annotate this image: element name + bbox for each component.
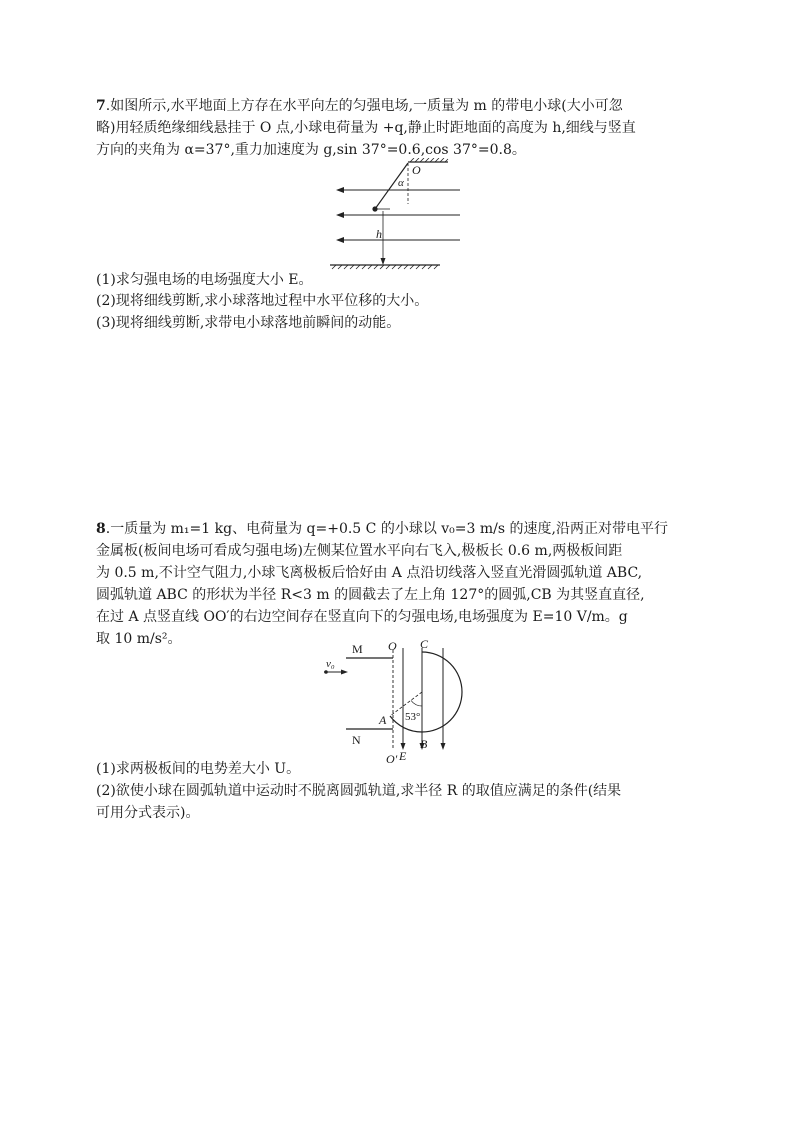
q8-velocity-arrow [341, 670, 348, 675]
q8-angle-arc [411, 700, 422, 706]
q8-label-O: O [388, 639, 397, 653]
q7-part-2: (2)现将细线剪断,求小球落地过程中水平位移的大小。 [96, 293, 429, 309]
q8-label-B: B [420, 737, 428, 751]
q8-label-O-prime: O′ [386, 752, 398, 764]
q7-label-alpha: α [398, 177, 404, 189]
q7-ball [372, 206, 377, 211]
q7-line-2: 略)用轻质绝缘细线悬挂于 O 点,小球电荷量为 +q,静止时距地面的高度为 h,细线与竖直 [96, 120, 636, 136]
q8-line-3: 为 0.5 m,不计空气阻力,小球飞离极板后恰好由 A 点沿切线落入竖直光滑圆弧轨道 ABC, [96, 565, 643, 581]
q8-part-1: (1)求两极板间的电势差大小 U。 [96, 761, 301, 777]
q7-line-1: 7.如图所示,水平地面上方存在水平向左的匀强电场,一质量为 m 的带电小球(大小可忽 [96, 98, 623, 114]
q8-label-angle: 53° [405, 711, 421, 723]
q8-part-2-cont: 可用分式表示)。 [96, 805, 200, 821]
q8-label-A: A [379, 713, 387, 727]
q7-ground-hatch [332, 265, 438, 269]
q8-arc-ABC [390, 652, 462, 732]
q8-field-lines [403, 648, 443, 748]
q7-field-arrows [336, 187, 344, 243]
q8-label-C: C [420, 637, 429, 651]
q8-line-1: 8.一质量为 m₁=1 kg、电荷量为 q=+0.5 C 的小球以 v₀=3 m/s 的速度,沿两正对带电平行 [96, 521, 668, 537]
q8-figure [318, 636, 478, 764]
q7-field-lines [338, 190, 460, 240]
q8-label-M: M [352, 642, 363, 656]
q7-height-arrow [381, 258, 386, 265]
q8-part-2: (2)欲使小球在圆弧轨道中运动时不脱离圆弧轨道,求半径 R 的取值应满足的条件(结果 [96, 783, 622, 799]
q7-label-O: O [412, 163, 421, 177]
q8-number: 8 [96, 521, 106, 537]
q7-part-1: (1)求匀强电场的电场强度大小 E。 [96, 272, 313, 288]
q8-line-2: 金属板(板间电场可看成匀强电场)左侧某位置水平向右飞入,极板长 0.6 m,两极板间距 [96, 543, 623, 559]
q7-figure [320, 158, 470, 270]
q8-line-5: 在过 A 点竖直线 OO′的右边空间存在竖直向下的匀强电场,电场强度为 E=10 V/m。g [96, 609, 628, 625]
q8-label-E: E [399, 749, 407, 763]
q8-line-6: 取 10 m/s²。 [96, 631, 182, 647]
q7-label-h: h [376, 227, 382, 241]
q8-line-4: 圆弧轨道 ABC 的形状为半径 R<3 m 的圆截去了左上角 127°的圆弧,CB 为其竖直直径, [96, 587, 645, 603]
q7-line-3: 方向的夹角为 α=37°,重力加速度为 g,sin 37°=0.6,cos 37°=0.8。 [96, 142, 526, 158]
q7-part-3: (3)现将细线剪断,求带电小球落地前瞬间的动能。 [96, 315, 401, 331]
q8-ball [324, 670, 328, 674]
q8-label-N: N [352, 733, 361, 747]
q7-number: 7 [96, 98, 106, 114]
q8-label-v0: v₀ [326, 658, 335, 670]
q7-ceiling-hatch [410, 158, 448, 162]
